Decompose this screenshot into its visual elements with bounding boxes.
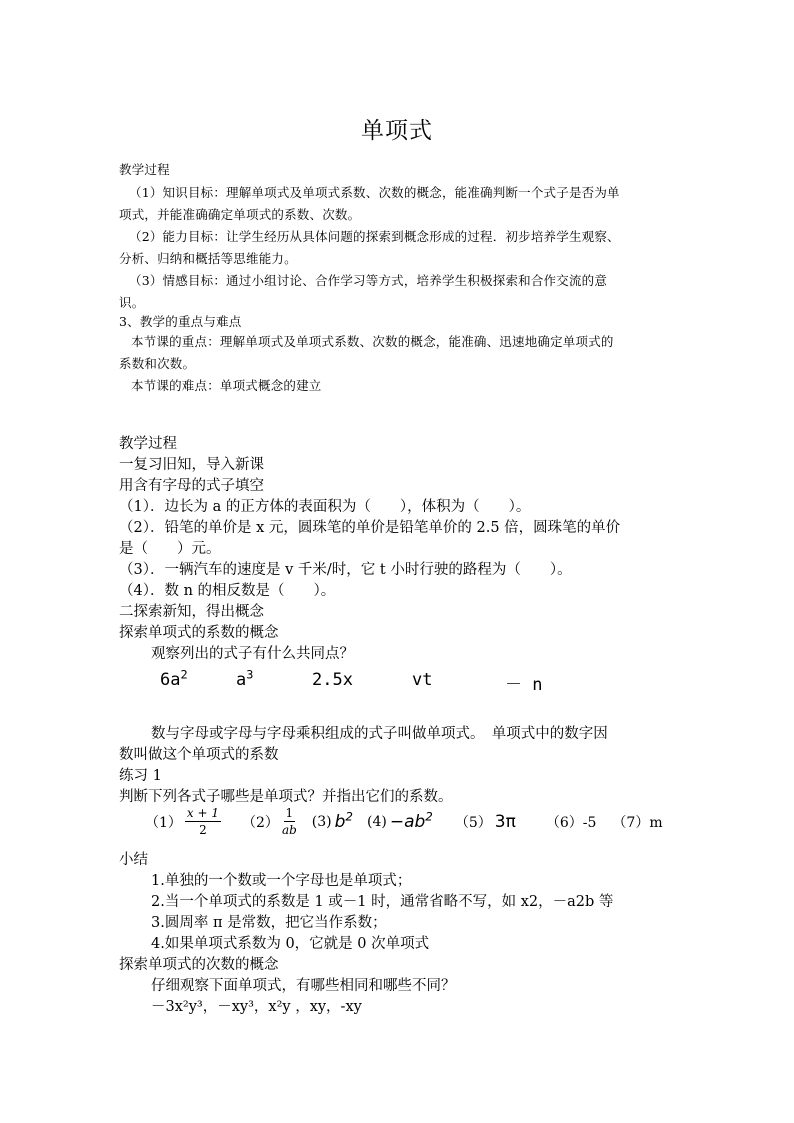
objective-line: 识。 [119, 295, 145, 310]
section-heading: 3、教学的重点与难点 [119, 314, 242, 329]
objective-line: （1）知识目标：理解单项式及单项式系数、次数的概念，能准确判断一个式子是否为单 [129, 185, 620, 200]
page-title: 单项式 [361, 118, 433, 144]
expr-neg-ab-squared: $-ab^2$ [389, 808, 433, 832]
term-2-5x: 2.5x [312, 670, 353, 690]
item-label: (4) [367, 813, 387, 830]
objective-line: （3）情感目标：通过小组讨论、合作学习等方式，培养学生积极探索和合作交流的意 [129, 273, 608, 288]
subheading: 探索单项式的系数的概念 [119, 625, 279, 641]
summary-item: 4.如果单项式系数为 0，它就是 0 次单项式 [151, 936, 430, 952]
question-2-continued: 是（ ）元。 [119, 541, 221, 557]
paragraph: 判断下列各式子哪些是单项式？并指出它们的系数。 [119, 789, 453, 805]
key-point-line: 本节课的重点：理解单项式及单项式系数、次数的概念，能准确、迅速地确定单项式的 [131, 334, 614, 349]
term-neg-n: － n [505, 675, 543, 695]
item-6: （6）-5 [545, 814, 597, 831]
difficulty-line: 本节课的难点：单项式概念的建立 [131, 378, 322, 393]
subheading: 一复习旧知，导入新课 [119, 457, 264, 473]
paragraph: 仔细观察下面单项式，有哪些相同和哪些不同？ [151, 978, 456, 994]
question-3: （3）．一辆汽车的速度是 v 千米/时，它 t 小时行驶的路程为（ ）。 [119, 562, 572, 578]
definition-continued: 数叫做这个单项式的系数 [119, 747, 279, 763]
question-2: （2）．铅笔的单价是 x 元，圆珠笔的单价是铅笔单价的 2.5 倍，圆珠笔的单价 [119, 520, 621, 536]
key-point-line: 系数和次数。 [119, 356, 196, 371]
subheading: 二探索新知，得出概念 [119, 604, 264, 620]
definition: 数与字母或字母与字母乘积组成的式子叫做单项式。 单项式中的数字因 [151, 726, 608, 742]
objective-line: 分析、归纳和概括等思维能力。 [119, 251, 297, 266]
section-heading: 教学过程 [119, 436, 177, 452]
summary-item: 2.当一个单项式的系数是 1 或－1 时，通常省略不写，如 x2，－a2b 等 [151, 894, 614, 910]
summary-item: 1.单独的一个数或一个字母也是单项式； [151, 873, 412, 889]
item-label: （2） [242, 814, 279, 831]
objective-line: （2）能力目标：让学生经历从具体问题的探索到概念形成的过程．初步培养学生观察、 [129, 229, 620, 244]
fraction-x-plus-1-over-2: $\frac{x + 1}{2}$ [186, 806, 220, 837]
expr-b-squared: $b^2$ [334, 808, 353, 832]
paragraph: 观察列出的式子有什么共同点？ [151, 646, 354, 662]
objective-line: 项式，并能准确确定单项式的系数、次数。 [119, 207, 361, 222]
item-label: (3) [311, 813, 332, 830]
subheading: 探索单项式的次数的概念 [119, 957, 279, 973]
item-label: （5） [454, 814, 492, 831]
expr-3pi: 3π [494, 811, 516, 832]
section-heading: 教学过程 [119, 162, 170, 177]
item-label: （1） [145, 814, 182, 831]
expression-list: －3x²y³，－xy³，x²y ，xy，-xy [151, 999, 362, 1015]
question-4: （4）．数 n 的相反数是（ ）。 [119, 583, 336, 599]
question-1: （1）．边长为 a 的正方体的表面积为（ ），体积为（ ）。 [119, 499, 531, 515]
item-7: （7）m [612, 814, 663, 831]
summary-item: 3.圆周率 π 是常数，把它当作系数； [151, 915, 387, 931]
term-a3: $a^3$ [236, 667, 254, 690]
subheading: 练习 1 [119, 768, 162, 784]
term-6a2: $6a^2$ [160, 667, 188, 690]
subheading: 小结 [119, 852, 148, 868]
paragraph: 用含有字母的式子填空 [119, 478, 264, 494]
term-vt: vt [412, 670, 433, 690]
fraction-1-over-ab: $\frac{1}{ab}$ [281, 806, 297, 837]
exercise-items [145, 806, 663, 837]
